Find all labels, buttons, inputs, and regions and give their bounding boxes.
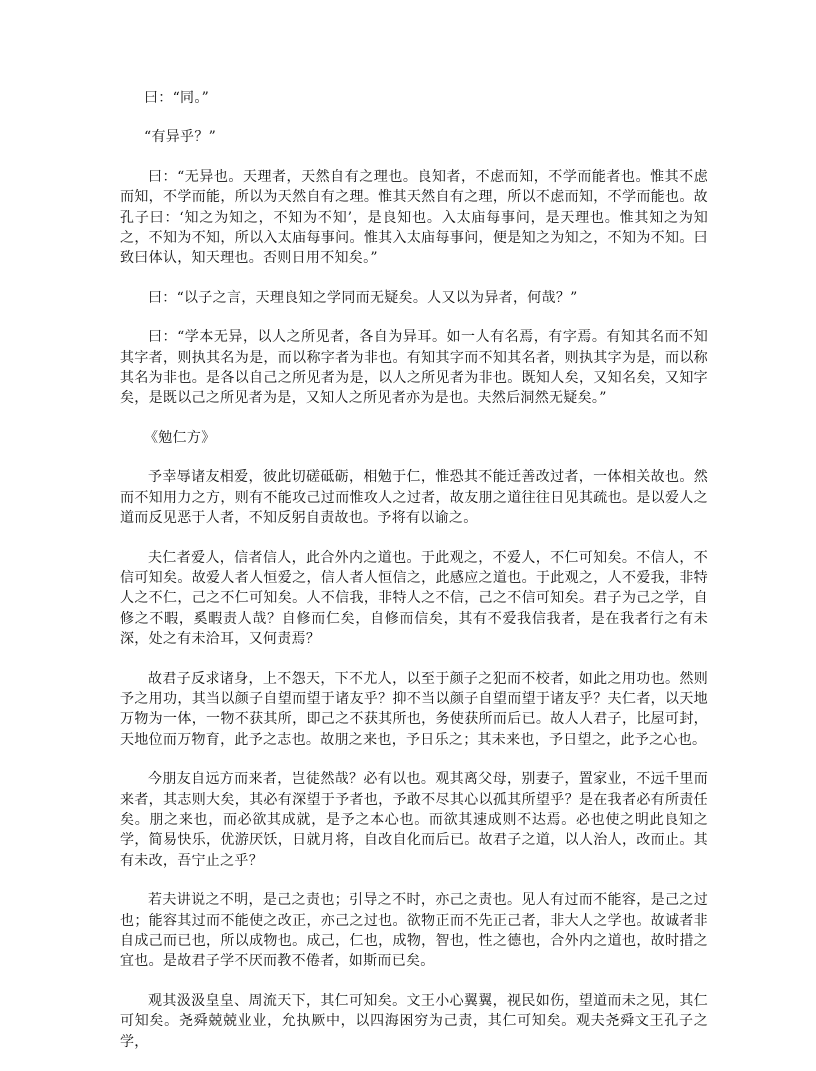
- section-title: 《勉仁方》: [144, 429, 216, 446]
- paragraph-love-and-trust: 夫仁者爱人，信者信人，此合外内之道也。于此观之，不爱人，不仁可知矣。不信人，不信可知矣。故爱人者人恒爱之，信人者人恒信之，此感应之道也。于此观之，人不爱我，非特人之不仁，己之不仁可知矣。人不信我，非特人之不信，己之不信可知矣。君子为己之学，自修之不暇，奚暇责人哉？自修而仁矣，自修而信矣，其有不爱我信我者，是在我者行之有未深，处之有未洽耳，又何责焉？: [120, 549, 708, 648]
- paragraph-no-difference: 曰：“无异也。天理者，天然自有之理也。良知者，不虑而知，不学而能者也。惟其不虑而知，不学而能，所以为天然自有之理。惟其天然自有之理，所以不虑而知，不学而能也。故孔子曰：‘知之为知之，不知为不知’，是良知也。入太庙每事问，是天理也。惟其知之为知之，不知为不知，所以入太庙每事问。惟其入太庙每事问，便是知之为知之，不知为不知。曰致曰体认，知天理也。否则日用不知矣。”: [120, 168, 708, 267]
- paragraph-sages: 观其汲汲皇皇、周流天下，其仁可知矣。文王小心翼翼，视民如伤，望道而未之见，其仁可知矣。尧舜兢兢业业，允执厥中，以四海困穷为己责，其仁可知矣。观夫尧舜文王孔子之学，: [120, 992, 708, 1050]
- document-page: [120, 88, 708, 1071]
- paragraph-self-reflection: 故君子反求诸身，上不怨天，下不尤人，以至于颜子之犯而不校者，如此之用功也。然则予之用功，其当以颜子自望而望于诸友乎？抑不当以颜子自望而望于诸友乎？夫仁者，以天地万物为一体，一物不获其所，即己之不获其所也，务使获所而后已。故人人君子，比屋可封，天地位而万物育，此予之志也。故朋之来也，予日乐之；其未来也，予日望之，此予之心也。: [120, 670, 708, 748]
- paragraph-friends-from-afar: 今朋友自远方而来者，岂徒然哉？必有以也。观其离父母，别妻子，置家业，不远千里而来者，其志则大矣，其必有深望于予者也，予敢不尽其心以孤其所望乎？是在我者必有所责任矣。朋之来也，而必欲其成就，是予之本心也。而欲其速成则不达焉。必也使之明此良知之学，简易快乐，优游厌饫，日就月将，自改自化而后已。故君子之道，以人治人，改而止。其有未改，吾宁止之乎？: [120, 771, 708, 869]
- paragraph-responsibility: 若夫讲说之不明，是己之责也；引导之不时，亦己之责也。见人有过而不能容，是己之过也；能容其过而不能使之改正，亦己之过也。欲物正而不先正己者，非大人之学也。故诚者非自成己而已也，所以成物也。成己，仁也，成物，智也，性之德也，合外内之道也，故时措之宜也。是故君子学不厌而教不倦者，如斯而已矣。: [120, 892, 708, 970]
- paragraph-question-difference: “有异乎？”: [144, 129, 217, 146]
- paragraph-name-and-style: 曰：“学本无异，以人之所见者，各自为异耳。如一人有名焉，有字焉。有知其名而不知其字者，则执其名为是，而以称字者为非也。有知其字而不知其名者，则执其字为是，而以称其名为非也。是各以自己之所见者为是，以人之所见者为非也。既知人矣，又知名矣，又知字矣，是既以己之所见者为是，又知人之所见者亦为是也。夫然后洞然无疑矣。”: [120, 329, 708, 407]
- paragraph-reply-same: 曰：“同。”: [144, 90, 210, 106]
- paragraph-question-why: 曰：“以子之言，天理良知之学同而无疑矣。人又以为异者，何哉？”: [148, 289, 578, 306]
- paragraph-intro: 予幸辱诸友相爱，彼此切磋砥砺，相勉于仁，惟恐其不能迁善改过者，一体相关故也。然而不知用力之方，则有不能攻己过而惟攻人之过者，故友朋之道往往日见其疏也。是以爱人之道而反见恶于人者，不知反躬自责故也。予将有以谕之。: [120, 469, 708, 527]
